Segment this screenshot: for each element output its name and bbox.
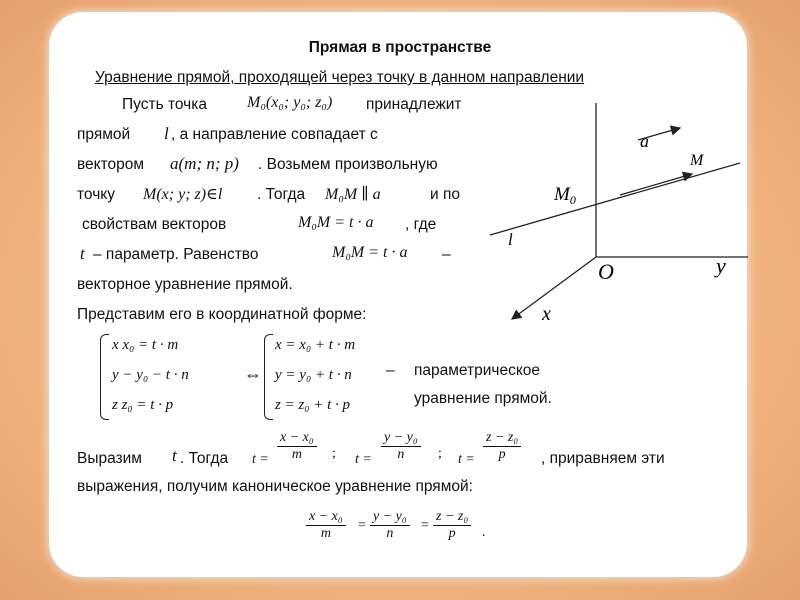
text-line-4c: и по bbox=[430, 186, 460, 203]
vector-m0m bbox=[620, 174, 692, 195]
formula-point-m: M(x; y; z)∈l bbox=[143, 186, 223, 203]
page-title: Прямая в пространстве bbox=[308, 39, 492, 56]
express-prefix: Выразим bbox=[77, 450, 142, 467]
system-dash: – bbox=[386, 362, 395, 379]
text-line-2b: , а направление совпадает с bbox=[171, 126, 378, 143]
text-line-3b: . Возьмем произвольную bbox=[258, 156, 438, 173]
formula-vector-eq-1: M₀M = t · a bbox=[298, 214, 374, 231]
x-axis bbox=[512, 257, 596, 319]
text-line-1b: принадлежит bbox=[366, 96, 462, 113]
express-suffix: , приравняем эти bbox=[541, 450, 665, 467]
express-then: . Тогда bbox=[180, 450, 229, 467]
canonical-fraction-2 bbox=[370, 509, 410, 542]
label-a: a bbox=[640, 131, 649, 151]
express-fraction-2 bbox=[381, 430, 421, 463]
label-m: M bbox=[690, 152, 704, 169]
label-m0: $M_0$ bbox=[554, 184, 576, 207]
label-origin: O bbox=[598, 259, 614, 284]
text-line-1a: Пусть точка bbox=[122, 96, 207, 113]
express-sep-1: ; bbox=[332, 446, 336, 461]
system-left-eq-1: x x₀ = t · m bbox=[112, 337, 179, 353]
express-line-2: выражения, получим каноническое уравнение прямой: bbox=[77, 478, 473, 495]
canonical-f2-den: n bbox=[386, 526, 394, 541]
express-fraction-3 bbox=[483, 430, 521, 463]
line-diagram bbox=[480, 95, 760, 335]
formula-line-l: l bbox=[164, 124, 169, 143]
system-caption-1: параметрическое bbox=[414, 362, 541, 379]
line-l bbox=[490, 163, 740, 235]
formula-parallel: M₀M ∥ a bbox=[325, 186, 381, 203]
system-caption-2: уравнение прямой. bbox=[414, 390, 552, 407]
canonical-f3-den: p bbox=[448, 526, 456, 541]
text-line-5a: свойствам векторов bbox=[82, 216, 227, 233]
label-y: y bbox=[716, 253, 726, 278]
canonical-eq-2: = bbox=[421, 518, 429, 533]
canonical-f1-num: x − x₀ bbox=[306, 509, 346, 526]
canonical-f1-den: m bbox=[320, 526, 331, 541]
canonical-fraction-3 bbox=[433, 509, 471, 542]
formula-vector-eq-2: M₀M = t · a bbox=[332, 244, 408, 261]
express-fraction-1 bbox=[277, 430, 317, 463]
express-t1-lhs: t = bbox=[252, 452, 269, 467]
system-left-eq-3: z z₀ = t · p bbox=[112, 397, 174, 413]
label-l: l bbox=[508, 230, 513, 249]
system-left-brace bbox=[100, 334, 109, 420]
express-t2-lhs: t = bbox=[355, 452, 372, 467]
express-t1-num: x − x₀ bbox=[277, 430, 317, 447]
express-t3-num: z − z₀ bbox=[483, 430, 521, 447]
system-right-eq-2: y = y₀ + t · n bbox=[275, 367, 352, 383]
formula-vector-a: a(m; n; p) bbox=[170, 154, 239, 173]
canonical-eq-1: = bbox=[358, 518, 366, 533]
canonical-f3-num: z − z₀ bbox=[433, 509, 471, 526]
text-line-6a: – параметр. Равенство bbox=[93, 246, 259, 263]
express-t3-lhs: t = bbox=[458, 452, 475, 467]
system-right-eq-3: z = z₀ + t · p bbox=[275, 397, 351, 413]
formula-point-m0: M₀(x₀; y₀; z₀) bbox=[247, 94, 333, 111]
express-sep-2: ; bbox=[438, 446, 442, 461]
canonical-f2-num: y − y₀ bbox=[370, 509, 410, 526]
text-line-6b: – bbox=[442, 246, 451, 263]
formula-param-t: t bbox=[80, 244, 85, 263]
equivalence-arrow: ⇔ bbox=[244, 364, 262, 384]
express-t3-den: p bbox=[498, 447, 506, 462]
text-line-8: Представим его в координатной форме: bbox=[77, 306, 367, 323]
express-t2-den: n bbox=[397, 447, 405, 462]
text-line-3a: вектором bbox=[77, 156, 145, 173]
page-subtitle: Уравнение прямой, проходящей через точку в данном направлении bbox=[95, 69, 585, 86]
text-line-7: векторное уравнение прямой. bbox=[77, 276, 293, 293]
canonical-fraction-1 bbox=[306, 509, 346, 542]
express-t: t bbox=[172, 446, 177, 465]
text-line-4a: точку bbox=[77, 186, 115, 203]
text-line-4b: . Тогда bbox=[257, 186, 306, 203]
system-left-eq-2: y − y₀ − t · n bbox=[112, 367, 189, 383]
system-right-eq-1: x = x₀ + t · m bbox=[275, 337, 356, 353]
label-x: x bbox=[542, 303, 551, 325]
text-line-5b: , где bbox=[405, 216, 437, 233]
text-line-2a: прямой bbox=[77, 126, 131, 143]
express-t2-num: y − y₀ bbox=[381, 430, 421, 447]
express-t1-den: m bbox=[291, 447, 302, 462]
canonical-end: . bbox=[482, 525, 486, 540]
system-right-brace bbox=[264, 334, 273, 420]
